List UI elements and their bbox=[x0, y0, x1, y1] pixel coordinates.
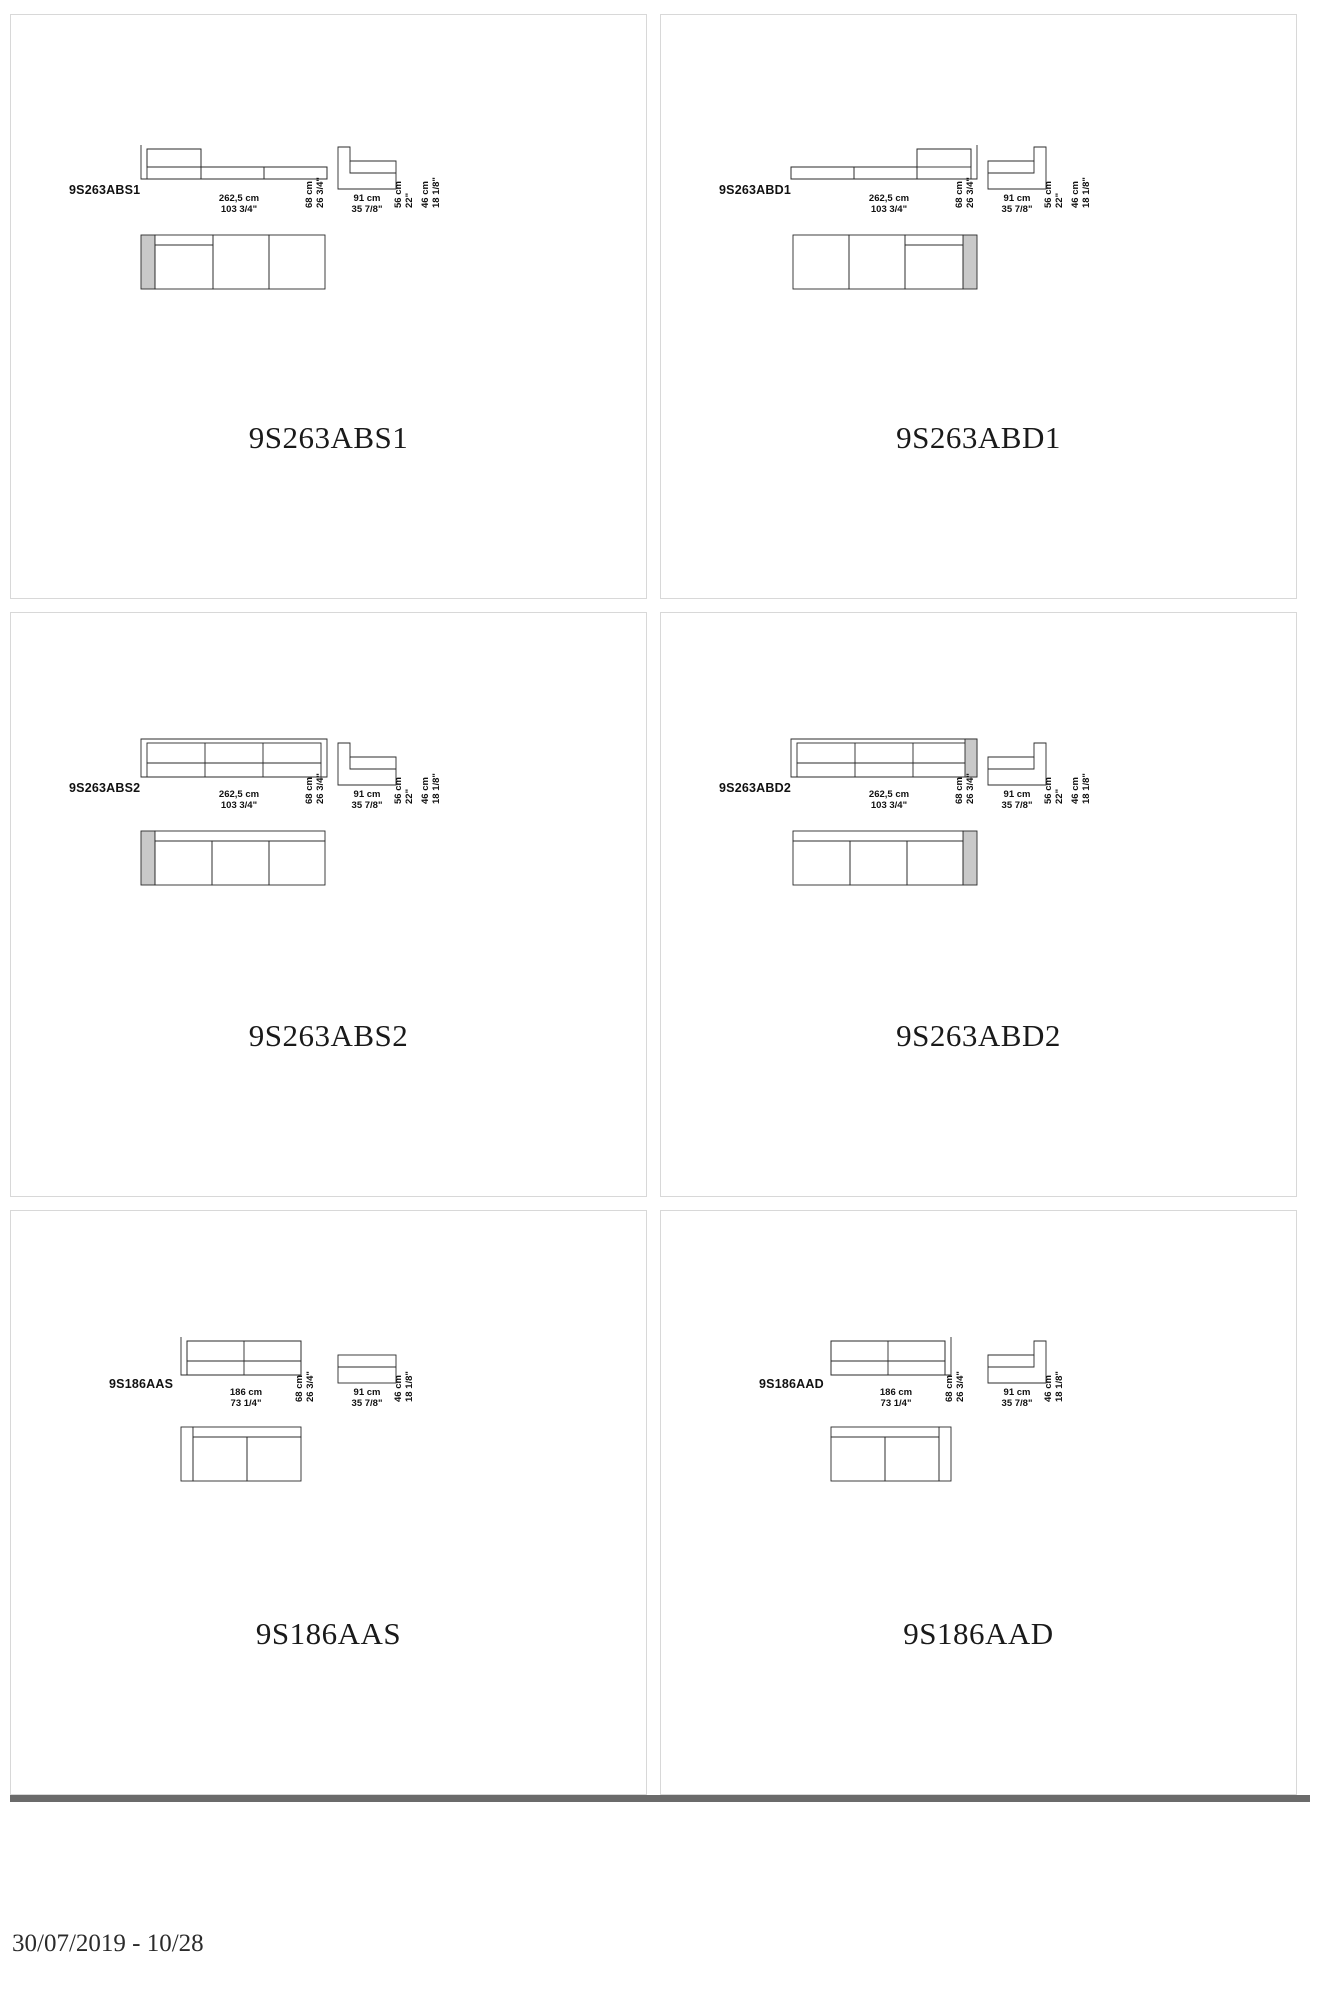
dimension-height-inch: 26 3/4" bbox=[305, 1371, 316, 1402]
product-title: 9S186AAS bbox=[255, 1616, 402, 1651]
product-drawing-elevation bbox=[789, 731, 979, 793]
product-drawing-side bbox=[986, 739, 1048, 787]
dimension-depth: 91 cm 35 7/8" bbox=[351, 789, 383, 811]
dimension-height-inch: 26 3/4" bbox=[955, 1371, 966, 1402]
dimension-seat: 46 cm bbox=[420, 777, 431, 804]
product-drawing-plan bbox=[789, 233, 979, 291]
dimension-height-inch: 26 3/4" bbox=[315, 177, 326, 208]
product-drawing-plan bbox=[789, 829, 979, 887]
dimension-seat-inch: 18 1/8" bbox=[1081, 177, 1092, 208]
dimension-seat: 46 cm bbox=[420, 181, 431, 208]
dimension-depth: 91 cm 35 7/8" bbox=[351, 193, 383, 215]
product-title: 9S186AAD bbox=[903, 1616, 1054, 1651]
product-cell bbox=[10, 14, 647, 599]
product-cell bbox=[660, 1210, 1297, 1795]
product-drawing-side bbox=[986, 1337, 1048, 1385]
dimension-back-inch: 22" bbox=[1054, 788, 1065, 804]
dimension-seat: 46 cm bbox=[1070, 777, 1081, 804]
dimension-width: 186 cm 73 1/4" bbox=[229, 1387, 263, 1409]
product-drawing-elevation bbox=[179, 1329, 305, 1389]
product-cell bbox=[660, 612, 1297, 1197]
product-code-label: 9S263ABS1 bbox=[69, 183, 141, 197]
dimension-back-inch: 22" bbox=[404, 192, 415, 208]
product-cell bbox=[10, 612, 647, 1197]
dimension-seat: 46 cm bbox=[393, 1375, 404, 1402]
product-code-label: 9S186AAD bbox=[759, 1377, 824, 1391]
dimension-height-inch: 26 3/4" bbox=[315, 773, 326, 804]
product-drawing-elevation bbox=[139, 731, 329, 793]
product-drawing-side bbox=[336, 1337, 398, 1385]
product-drawing-plan bbox=[179, 1425, 305, 1483]
dimension-depth: 91 cm 35 7/8" bbox=[351, 1387, 383, 1409]
dimension-back: 56 cm bbox=[393, 777, 404, 804]
dimension-width: 262,5 cm 103 3/4" bbox=[868, 789, 910, 811]
product-drawing-elevation bbox=[829, 1329, 955, 1389]
dimension-width: 262,5 cm 103 3/4" bbox=[218, 789, 260, 811]
product-drawing-side bbox=[336, 143, 398, 191]
dimension-seat-inch: 18 1/8" bbox=[431, 773, 442, 804]
dimension-back: 56 cm bbox=[1043, 181, 1054, 208]
footer-date: 30/07/2019 - 10/28 bbox=[12, 1930, 204, 1957]
dimension-height: 68 cm bbox=[954, 181, 965, 208]
product-grid bbox=[10, 14, 1310, 1808]
product-title: 9S263ABD1 bbox=[896, 420, 1061, 455]
dimension-back-inch: 22" bbox=[404, 788, 415, 804]
product-drawing-plan bbox=[139, 233, 329, 291]
dimension-seat: 46 cm bbox=[1070, 181, 1081, 208]
dimension-seat-inch: 18 1/8" bbox=[404, 1371, 415, 1402]
dimension-height: 68 cm bbox=[294, 1375, 305, 1402]
dimension-height: 68 cm bbox=[944, 1375, 955, 1402]
dimension-seat: 46 cm bbox=[1043, 1375, 1054, 1402]
product-code-label: 9S263ABD2 bbox=[719, 781, 791, 795]
product-code-label: 9S186AAS bbox=[109, 1377, 174, 1391]
footer-divider bbox=[10, 1795, 1310, 1802]
dimension-back: 56 cm bbox=[1043, 777, 1054, 804]
product-drawing-elevation bbox=[139, 135, 329, 195]
product-title: 9S263ABD2 bbox=[896, 1018, 1061, 1053]
dimension-seat-inch: 18 1/8" bbox=[1054, 1371, 1065, 1402]
product-code-label: 9S263ABS2 bbox=[69, 781, 141, 795]
dimension-depth: 91 cm 35 7/8" bbox=[1001, 789, 1033, 811]
product-drawing-elevation bbox=[789, 135, 979, 195]
dimension-depth: 91 cm 35 7/8" bbox=[1001, 1387, 1033, 1409]
dimension-seat-inch: 18 1/8" bbox=[431, 177, 442, 208]
dimension-width: 262,5 cm 103 3/4" bbox=[868, 193, 910, 215]
dimension-height: 68 cm bbox=[304, 181, 315, 208]
dimension-height-inch: 26 3/4" bbox=[965, 177, 976, 208]
dimension-height: 68 cm bbox=[954, 777, 965, 804]
dimension-width: 262,5 cm 103 3/4" bbox=[218, 193, 260, 215]
product-drawing-plan bbox=[829, 1425, 955, 1483]
dimension-width: 186 cm 73 1/4" bbox=[879, 1387, 913, 1409]
product-code-label: 9S263ABD1 bbox=[719, 183, 791, 197]
product-drawing-plan bbox=[139, 829, 329, 887]
product-cell bbox=[660, 14, 1297, 599]
product-drawing-side bbox=[986, 143, 1048, 191]
dimension-back: 56 cm bbox=[393, 181, 404, 208]
dimension-depth: 91 cm 35 7/8" bbox=[1001, 193, 1033, 215]
dimension-back-inch: 22" bbox=[1054, 192, 1065, 208]
product-title: 9S263ABS1 bbox=[248, 420, 409, 455]
dimension-height: 68 cm bbox=[304, 777, 315, 804]
product-drawing-side bbox=[336, 739, 398, 787]
product-cell bbox=[10, 1210, 647, 1795]
dimension-seat-inch: 18 1/8" bbox=[1081, 773, 1092, 804]
product-title: 9S263ABS2 bbox=[248, 1018, 409, 1053]
dimension-height-inch: 26 3/4" bbox=[965, 773, 976, 804]
